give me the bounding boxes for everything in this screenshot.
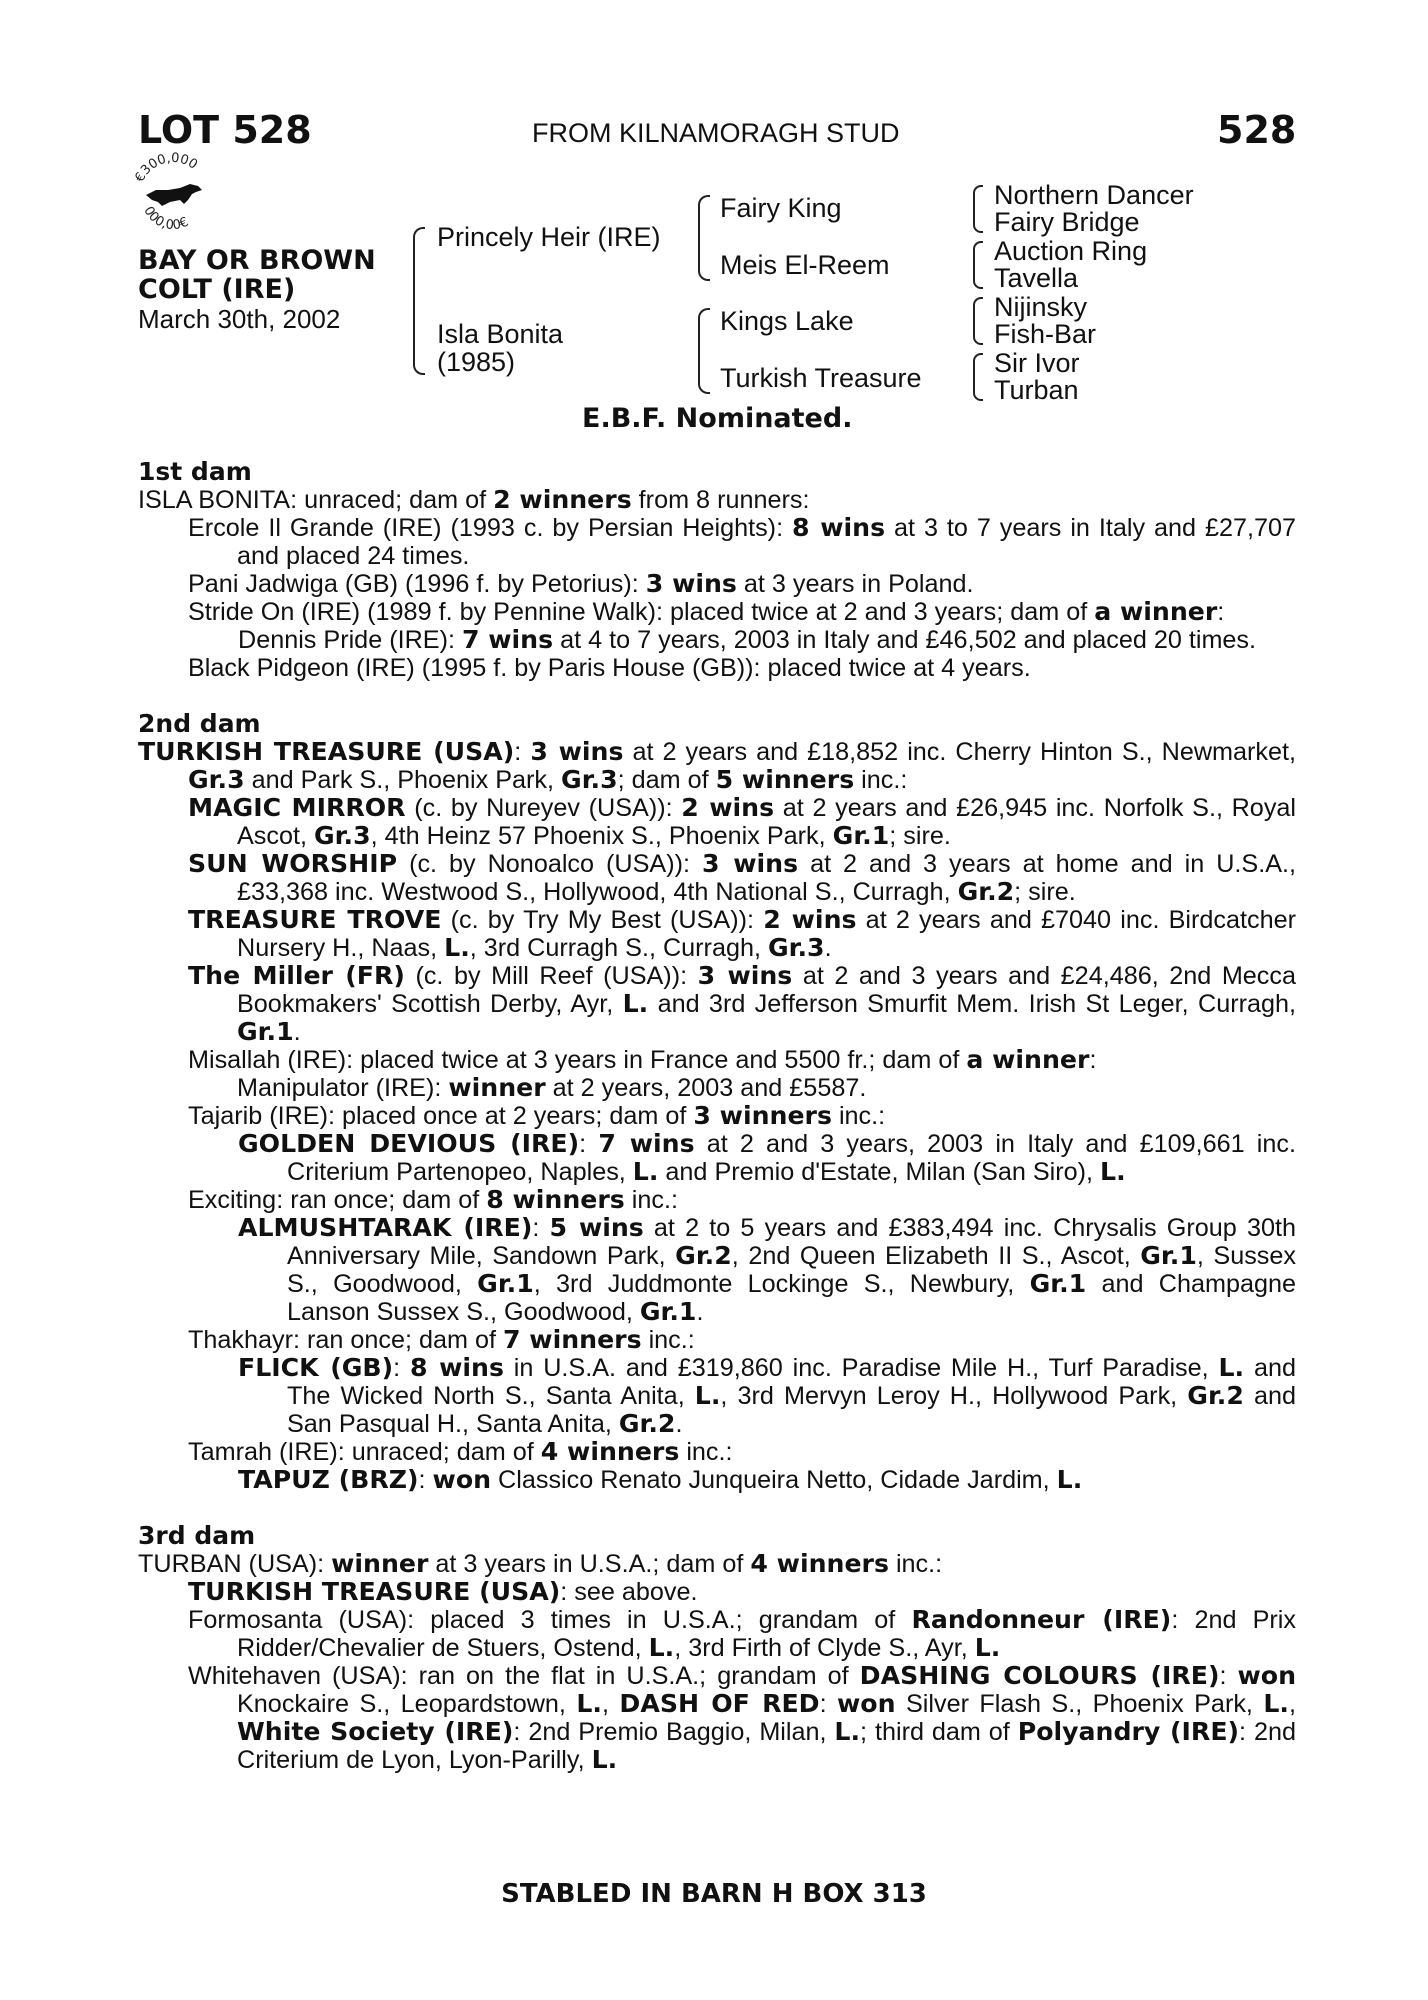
brace-ds [973, 297, 983, 345]
catalogue-page-body [138, 458, 1296, 1774]
stabling-info: STABLED IN BARN H BOX 313 [501, 1879, 927, 1909]
pedigree-brace-sire [698, 195, 710, 281]
section-1st-dam: 1st dam [138, 457, 252, 486]
price-logo [128, 150, 218, 240]
dam2-progeny-8: Thakhayr: ran once; dam of 7 winners inc.: [188, 1325, 695, 1354]
pedigree-brace-main [413, 227, 425, 375]
dam: Isla Bonita [437, 319, 564, 349]
brace-sd [973, 241, 983, 289]
dam2-progeny-2: SUN WORSHIP (c. by Nonoalco (USA)): 3 wins at 2 and 3 years at home and in U.S.A., £33,368 inc. Westwood S., Hollywood, 4th National S., Curragh, Gr.2; sire. [188, 849, 1296, 906]
dam3-progeny-2: Formosanta (USA): placed 3 times in U.S.A.; grandam of Randonneur (IRE): 2nd Prix Ridder/Chevalier de Stuers, Ostend, L., 3rd Firth of Clyde S., Ayr, L. [188, 1605, 1296, 1662]
lot-label: LOT 528 [138, 108, 312, 152]
dam-sire-dam: Fish-Bar [994, 319, 1097, 349]
sire-dam: Meis El-Reem [720, 250, 890, 280]
dam2-grandprogeny-4: FLICK (GB): 8 wins in U.S.A. and £319,860 inc. Paradise Mile H., Turf Paradise, L. and The Wicked North S., Santa Anita, L., 3rd Mervyn Leroy H., Hollywood Park, Gr.2 and San Pasqual H., Santa Anita, Gr.2. [238, 1353, 1296, 1438]
dam3-progeny-3: Whitehaven (USA): ran on the flat in U.S.A.; grandam of DASHING COLOURS (IRE): won Knockaire S., Leopardstown, L., DASH OF RED: won Silver Flash S., Phoenix Park, L., White Society (IRE): 2nd Premio Baggio, Milan, L.; third dam of Polyandry (IRE): 2nd Criterium de Lyon, Lyon-Parilly, L. [188, 1661, 1297, 1774]
dam2-progeny-4: The Miller (FR) (c. by Mill Reef (USA)): 3 wins at 2 and 3 years and £24,486, 2nd Mecca Bookmakers' Scottish Derby, Ayr, L. and 3rd Jefferson Smurfit Mem. Irish St Leger, Curragh, Gr.1. [188, 961, 1296, 1046]
dam-dam: Turkish Treasure [720, 363, 922, 393]
svg-text:€300,000: €300,000 [132, 150, 201, 185]
dam1-progeny-4: Black Pidgeon (IRE) (1995 f. by Paris House (GB)): placed twice at 4 years. [188, 654, 1031, 682]
sire-sire-dam: Fairy Bridge [994, 207, 1140, 237]
dam1-progeny-2: Pani Jadwiga (GB) (1996 f. by Petorius): 3 wins at 3 years in Poland. [188, 569, 974, 598]
dam2-progeny-3: TREASURE TROVE (c. by Try My Best (USA)): 2 wins at 2 years and £7040 inc. Birdcatcher Nursery H., Naas, L., 3rd Curragh S., Curragh, Gr.3. [188, 905, 1297, 962]
dam2-grandprogeny-1: Manipulator (IRE): winner at 2 years, 2003 and £5587. [237, 1073, 867, 1102]
section-3rd-dam: 3rd dam [138, 1521, 256, 1550]
horse-stamp-icon [128, 150, 218, 240]
dam-year: (1985) [437, 347, 516, 377]
dam2-progeny-9: Tamrah (IRE): unraced; dam of 4 winners inc.: [188, 1437, 733, 1466]
sire-dam-sire: Auction Ring [994, 236, 1148, 266]
sire-sire-sire: Northern Dancer [994, 180, 1194, 210]
dam-dam-dam: Turban [994, 375, 1079, 405]
dam1-progeny-1: Ercole Il Grande (IRE) (1993 c. by Persian Heights): 8 wins at 3 to 7 years in Italy and £27,707 and placed 24 times. [188, 513, 1297, 570]
dam2-progeny-1: MAGIC MIRROR (c. by Nureyev (USA)): 2 wins at 2 years and £26,945 inc. Norfolk S., Royal Ascot, Gr.3, 4th Heinz 57 Phoenix S., Phoenix Park, Gr.1; sire. [188, 793, 1297, 850]
dam3-progeny-1: TURKISH TREASURE (USA): see above. [188, 1577, 698, 1606]
dam2-grandprogeny-5: TAPUZ (BRZ): won Classico Renato Junqueira Netto, Cidade Jardim, L. [238, 1465, 1083, 1494]
brace-dd [973, 353, 983, 401]
brace-ss [973, 185, 983, 233]
dam-dam-sire: Sir Ivor [994, 348, 1080, 378]
sire-dam-dam: Tavella [994, 263, 1079, 293]
sire: Princely Heir (IRE) [437, 222, 661, 252]
dam2-progeny-6: Tajarib (IRE): placed once at 2 years; dam of 3 winners inc.: [188, 1101, 886, 1130]
dam-sire-sire: Nijinsky [994, 292, 1088, 322]
svg-text:000,00€: 000,00€ [140, 204, 191, 234]
dam1-summary: ISLA BONITA: unraced; dam of 2 winners from 8 runners: [138, 485, 810, 514]
sire-sire: Fairy King [720, 193, 842, 223]
section-2nd-dam: 2nd dam [138, 709, 261, 738]
dam1-grandprogeny-1: Dennis Pride (IRE): 7 wins at 4 to 7 years, 2003 in Italy and £46,502 and placed 20 times. [238, 625, 1257, 654]
horse-sex: COLT (IRE) [138, 274, 296, 305]
dam3-summary: TURBAN (USA): winner at 3 years in U.S.A.; dam of 4 winners inc.: [138, 1549, 943, 1578]
foaling-date: March 30th, 2002 [138, 304, 341, 334]
lot-number: 528 [1217, 108, 1297, 152]
horse-color: BAY OR BROWN [138, 245, 376, 276]
dam2-progeny-5: Misallah (IRE): placed twice at 3 years in France and 5500 fr.; dam of a winner: [188, 1045, 1097, 1074]
vendor: FROM KILNAMORAGH STUD [532, 118, 900, 148]
dam2-progeny-7: Exciting: ran once; dam of 8 winners inc.: [188, 1185, 678, 1214]
pedigree-brace-dam [698, 308, 710, 394]
ebf-nomination: E.B.F. Nominated. [582, 403, 853, 434]
horse-description [138, 246, 376, 304]
dam2-grandprogeny-2: GOLDEN DEVIOUS (IRE): 7 wins at 2 and 3 years, 2003 in Italy and £109,661 inc. Criterium Partenopeo, Naples, L. and Premio d'Estate, Milan (San Siro), L. [238, 1129, 1296, 1186]
dam2-summary: TURKISH TREASURE (USA): 3 wins at 2 years and £18,852 inc. Cherry Hinton S., Newmarket, Gr.3 and Park S., Phoenix Park, Gr.3; dam of 5 winners inc.: [138, 737, 1296, 794]
dam-sire: Kings Lake [720, 306, 854, 336]
dam1-progeny-3: Stride On (IRE) (1989 f. by Pennine Walk): placed twice at 2 and 3 years; dam of a winner: [188, 597, 1225, 626]
dam2-grandprogeny-3: ALMUSHTARAK (IRE): 5 wins at 2 to 5 years and £383,494 inc. Chrysalis Group 30th Anniversary Mile, Sandown Park, Gr.2, 2nd Queen Elizabeth II S., Ascot, Gr.1, Sussex S., Goodwood, Gr.1, 3rd Juddmonte Lockinge S., Newbury, Gr.1 and Champagne Lanson Sussex S., Goodwood, Gr.1. [238, 1213, 1296, 1326]
